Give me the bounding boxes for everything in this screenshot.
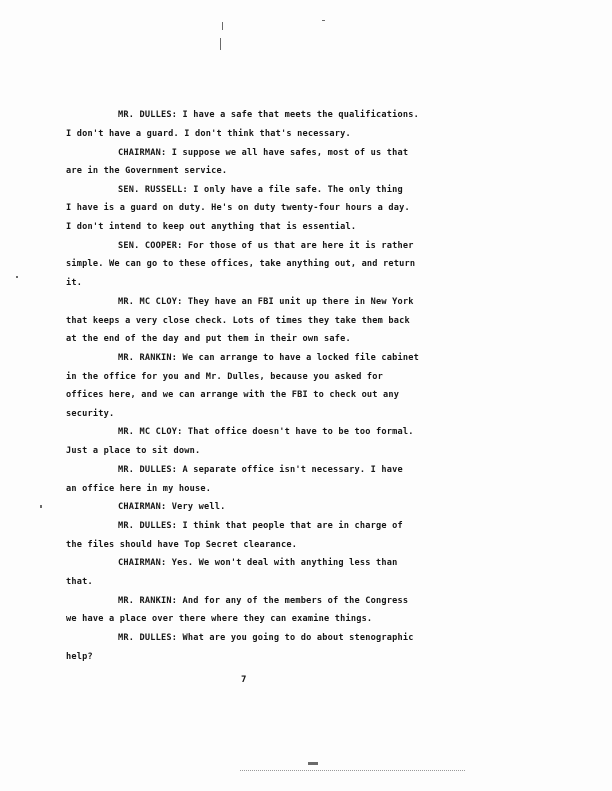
transcript-line: SEN. RUSSELL: I only have a file safe. The only thing — [118, 185, 403, 195]
transcript-line: security. — [66, 409, 115, 419]
transcript-line: help? — [66, 652, 93, 662]
page-number: 7 — [241, 675, 247, 685]
scan-mark — [220, 38, 221, 50]
scan-mark — [16, 276, 18, 278]
transcript-line: offices here, and we can arrange with the FBI to check out any — [66, 390, 400, 400]
transcript-line: an office here in my house. — [66, 484, 212, 494]
transcript-line: CHAIRMAN: I suppose we all have safes, most of us that — [118, 148, 409, 158]
transcript-line: CHAIRMAN: Yes. We won't deal with anything less than — [118, 558, 398, 568]
transcript-line: MR. DULLES: A separate office isn't necessary. I have — [118, 465, 403, 475]
transcript-line: MR. RANKIN: We can arrange to have a locked file cabinet — [118, 353, 419, 363]
transcript-line: that. — [66, 577, 93, 587]
scan-dotted-line — [240, 770, 465, 771]
transcript-line: Just a place to sit down. — [66, 446, 201, 456]
transcript-line: simple. We can go to these offices, take anything out, and return — [66, 259, 416, 269]
transcript-line: are in the Government service. — [66, 166, 228, 176]
transcript-line: MR. RANKIN: And for any of the members of the Congress — [118, 596, 409, 606]
transcript-line: in the office for you and Mr. Dulles, because you asked for — [66, 372, 384, 382]
transcript-line: the files should have Top Secret clearance. — [66, 540, 298, 550]
transcript-line: MR. DULLES: What are you going to do about stenographic — [118, 633, 414, 643]
transcript-line: MR. MC CLOY: They have an FBI unit up there in New York — [118, 297, 414, 307]
transcript-line: I don't have a guard. I don't think that's necessary. — [66, 129, 351, 139]
transcript-line: SEN. COOPER: For those of us that are here it is rather — [118, 241, 414, 251]
transcript-line: we have a place over there where they can examine things. — [66, 614, 373, 624]
transcript-line: MR. DULLES: I think that people that are in charge of — [118, 521, 403, 531]
transcript-line: I have is a guard on duty. He's on duty twenty-four hours a day. — [66, 203, 410, 213]
scan-mark — [40, 505, 42, 508]
transcript-line: MR. MC CLOY: That office doesn't have to be too formal. — [118, 427, 414, 437]
scan-mark — [222, 22, 223, 30]
transcript-line: that keeps a very close check. Lots of times they take them back — [66, 316, 410, 326]
transcript-line: I don't intend to keep out anything that is essential. — [66, 222, 357, 232]
transcript-line: it. — [66, 278, 83, 288]
transcript-line: CHAIRMAN: Very well. — [118, 502, 226, 512]
transcript-line: MR. DULLES: I have a safe that meets the qualifications. — [118, 110, 419, 120]
transcript-line: at the end of the day and put them in their own safe. — [66, 334, 351, 344]
scan-mark — [308, 762, 318, 765]
scan-mark — [322, 20, 325, 21]
